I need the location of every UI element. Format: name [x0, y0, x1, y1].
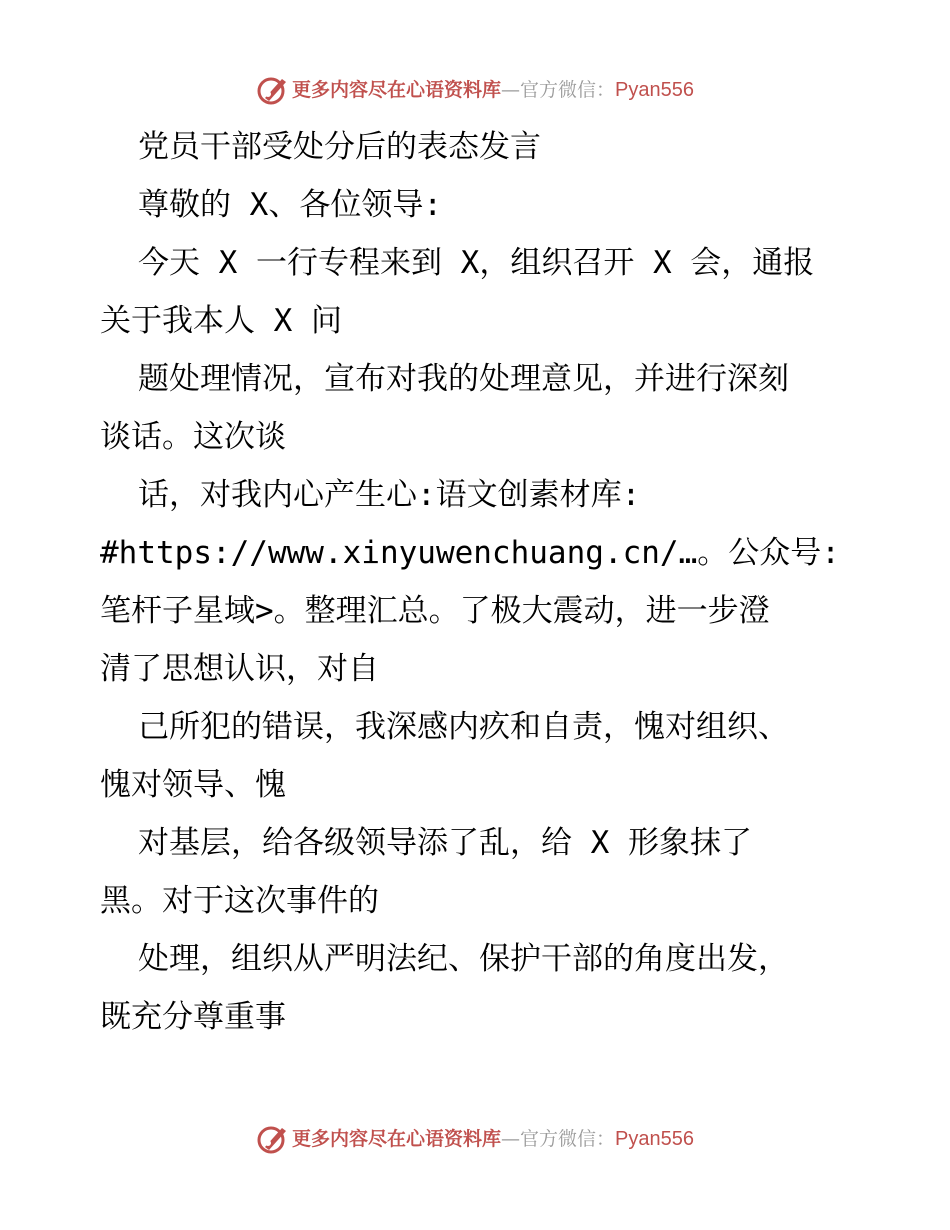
paragraph-line: 今天 X 一行专程来到 X，组织召开 X 会，通报	[138, 245, 815, 281]
paragraph-line: 处理，组织从严明法纪、保护干部的角度出发，	[138, 941, 789, 977]
paragraph-line: 关于我本人 X 问	[100, 303, 342, 339]
banner-official-label: 官方微信：	[520, 1127, 616, 1150]
footer-banner	[0, 1119, 950, 1159]
paragraph-line: 既充分尊重事	[100, 999, 286, 1035]
banner-slogan: 更多内容尽在心语资料库	[292, 78, 502, 101]
banner-slogan: 更多内容尽在心语资料库	[292, 1127, 502, 1150]
document-title: 党员干部受处分后的表态发言	[138, 129, 541, 165]
banner-wechat-id: Pyan556	[615, 79, 694, 101]
paragraph-line: 己所犯的错误，我深感内疚和自责，愧对组织、	[138, 709, 789, 745]
pen-logo-icon	[256, 73, 290, 107]
banner-wechat-id: Pyan556	[615, 1128, 694, 1150]
paragraph-line: 笔杆子星域>。整理汇总。了极大震动，进一步澄	[100, 593, 770, 629]
paragraph-line: 清了思想认识，对自	[100, 651, 379, 687]
pen-logo-icon	[256, 1122, 290, 1156]
header-banner	[0, 70, 950, 110]
salutation: 尊敬的 X、各位领导:	[138, 187, 442, 223]
paragraph-line: 话，对我内心产生心:语文创素材库:	[138, 477, 641, 513]
paragraph-line: 愧对领导、愧	[100, 767, 286, 803]
banner-official-label: 官方微信：	[520, 78, 616, 101]
paragraph-line: 黑。对于这次事件的	[100, 883, 379, 919]
paragraph-line: 谈话。这次谈	[100, 419, 286, 455]
banner-separator: —	[501, 1127, 521, 1150]
banner-text	[292, 1129, 694, 1149]
banner-separator: —	[501, 78, 521, 101]
document-body	[100, 118, 860, 1046]
paragraph-line: #https://www.xinyuwenchuang.cn/…。公众号:	[100, 535, 840, 571]
banner-text	[292, 80, 694, 100]
paragraph-line: 题处理情况，宣布对我的处理意见，并进行深刻	[138, 361, 789, 397]
paragraph-line: 对基层，给各级领导添了乱，给 X 形象抹了	[138, 825, 752, 861]
